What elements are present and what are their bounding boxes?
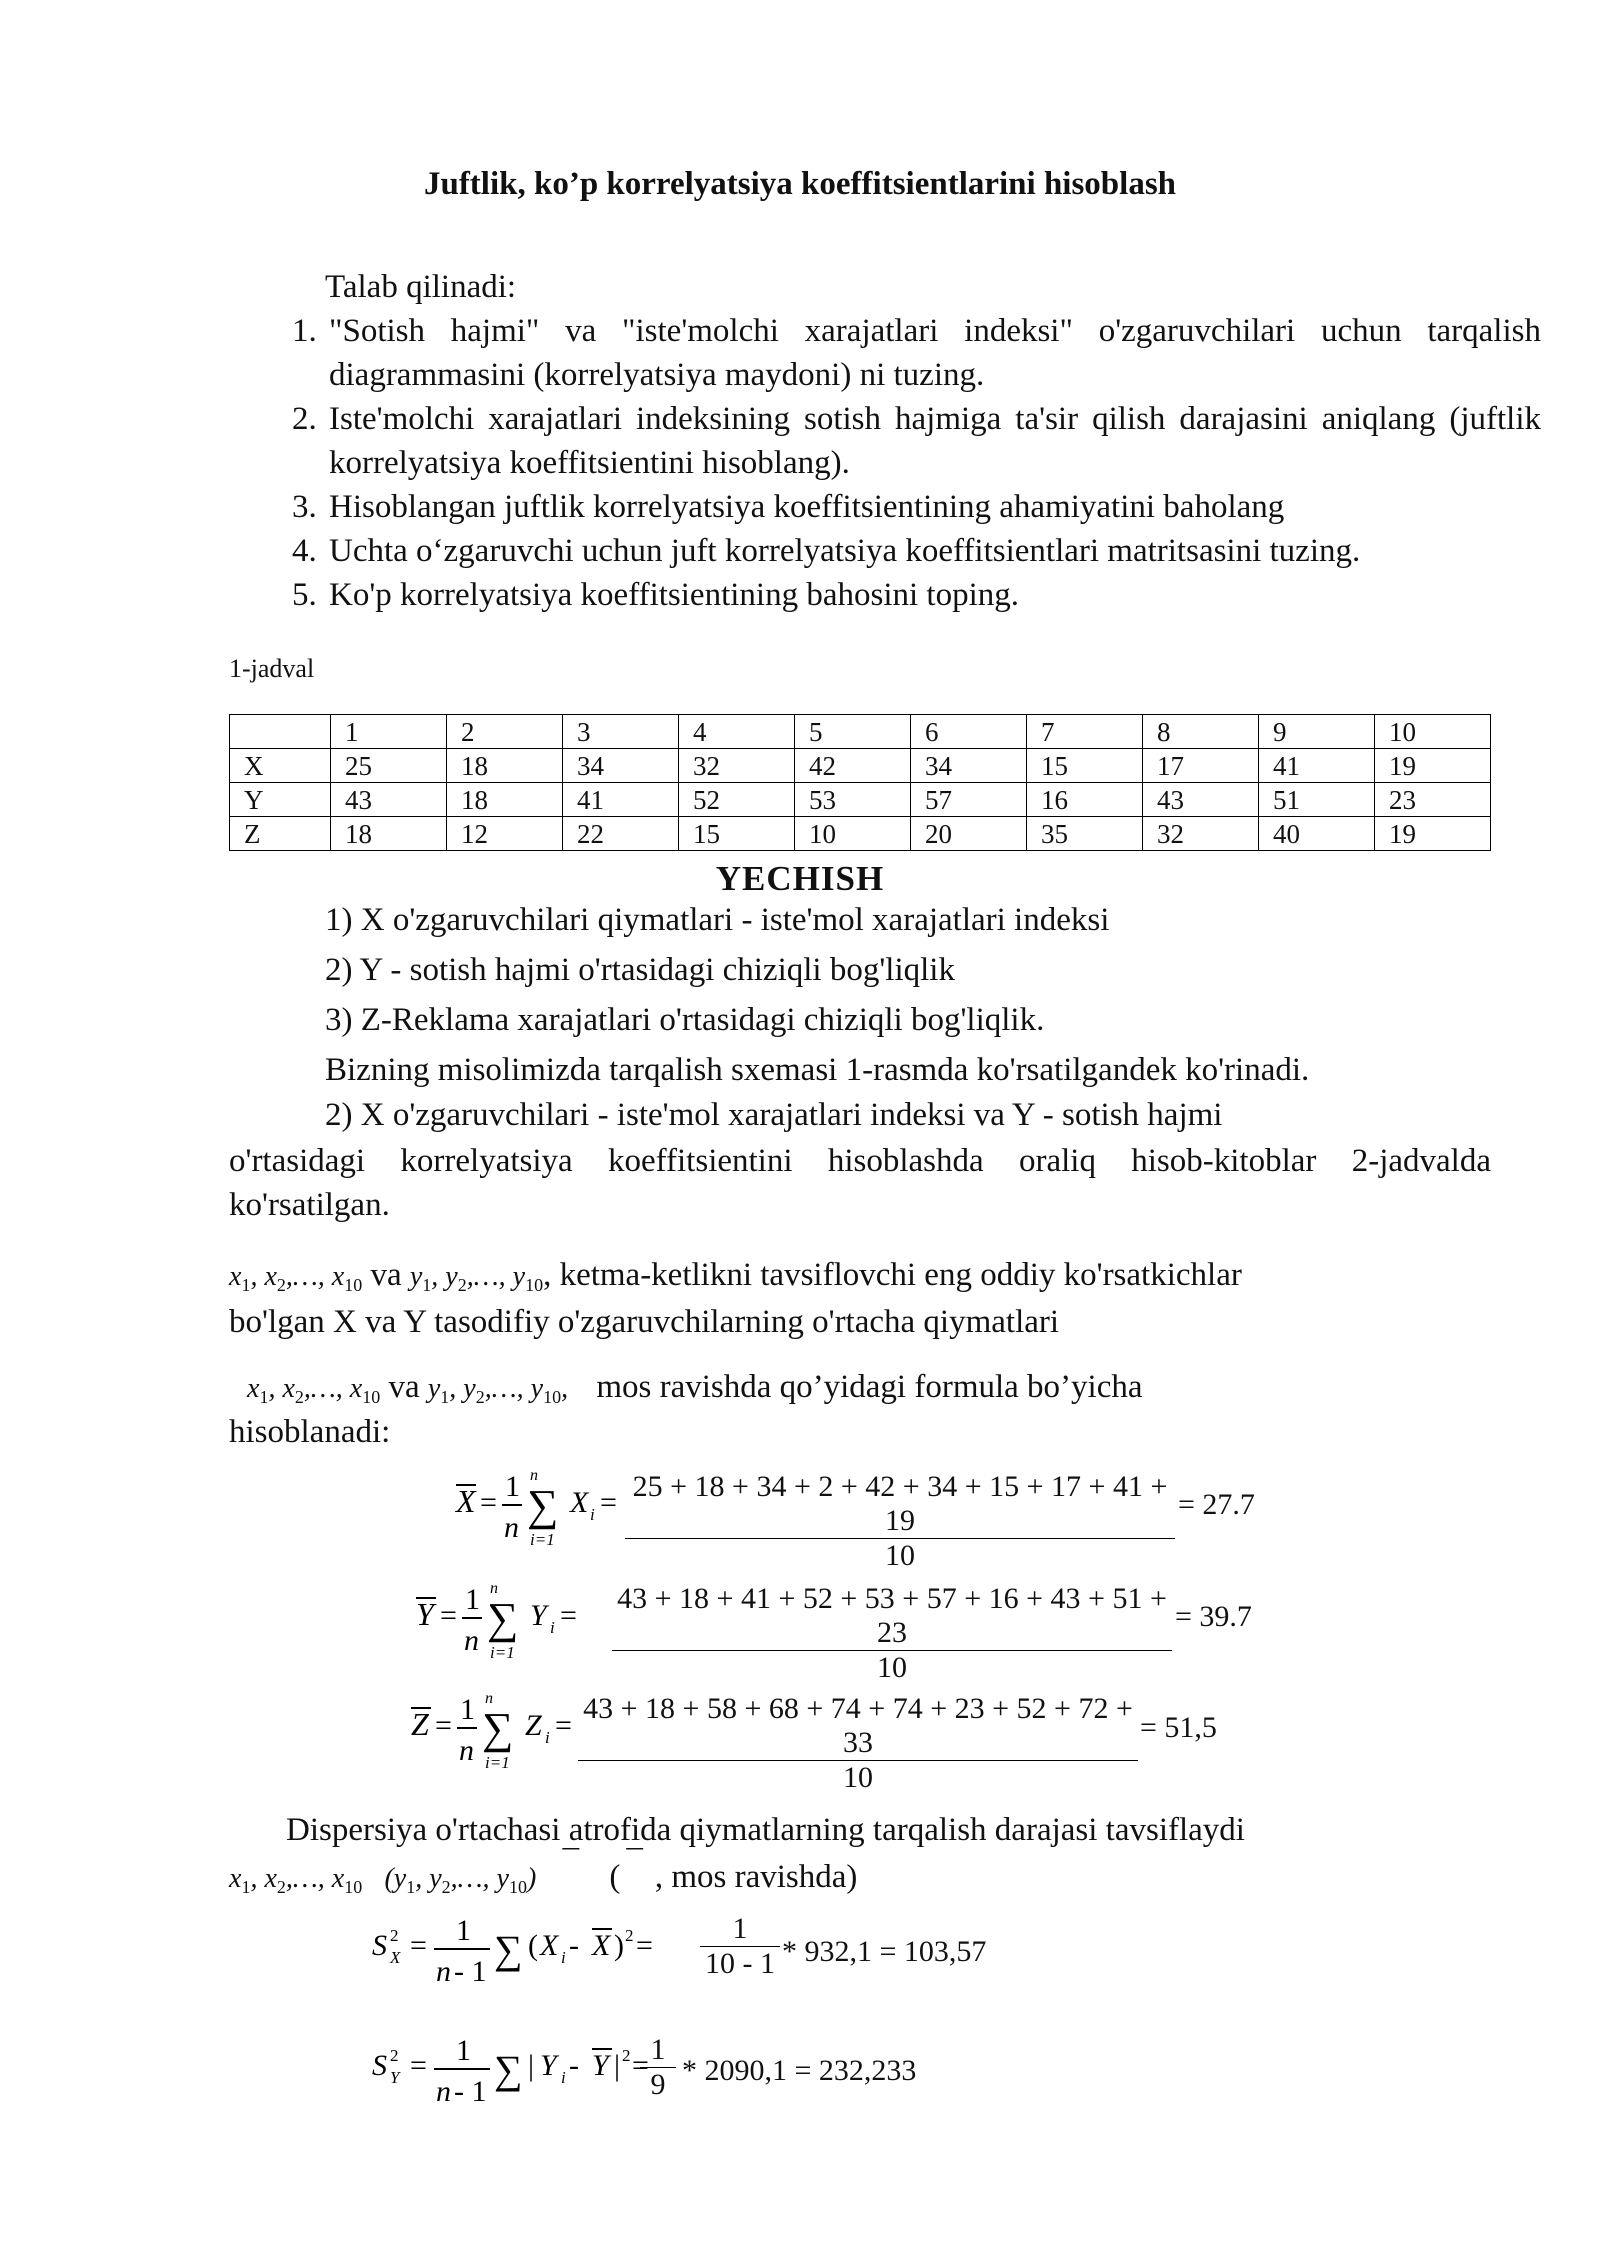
numerator: 1 bbox=[650, 2033, 666, 2066]
solution-point: 2) Y - sotish hajmi o'rtasidagi chiziqli bog'liqlik bbox=[325, 952, 955, 988]
numerator: 1 bbox=[732, 1912, 748, 1945]
svg-text:=: = bbox=[636, 1929, 653, 1962]
svg-text:n: n bbox=[436, 1955, 451, 1988]
requirements-intro: Talab qilinadi: bbox=[325, 269, 517, 305]
variance-x-lhs bbox=[370, 1905, 690, 1995]
solution-point: 3) Z-Reklama xarajatlari o'rtasidagi chiziqli bog'liqlik. bbox=[325, 1002, 1045, 1038]
mean-x-lhs bbox=[450, 1465, 630, 1555]
svg-text:∑: ∑ bbox=[487, 1594, 519, 1643]
table-cell: Z bbox=[230, 817, 331, 851]
svg-text:2: 2 bbox=[622, 2046, 631, 2065]
table-cell: 18 bbox=[447, 749, 563, 783]
svg-text:-: - bbox=[569, 1929, 579, 1962]
paragraph-text: mos ravishda qo’yidagi formula bo’yicha bbox=[596, 1369, 1143, 1405]
svg-text:X: X bbox=[456, 1483, 476, 1519]
table-cell: 52 bbox=[679, 783, 795, 817]
table-cell: 40 bbox=[1259, 817, 1375, 851]
variance-x-result: * 932,1 = 103,57 bbox=[782, 1935, 987, 1968]
svg-text:- 1: - 1 bbox=[454, 1955, 487, 1988]
section-heading: YECHISH bbox=[715, 859, 885, 898]
table-cell: 9 bbox=[1259, 715, 1375, 749]
connector-text: va bbox=[370, 1257, 402, 1293]
table-cell: Y bbox=[230, 783, 331, 817]
paren-mark: ( bbox=[609, 1859, 621, 1895]
svg-text:n: n bbox=[504, 1511, 519, 1544]
table-cell: 12 bbox=[447, 817, 563, 851]
svg-text:2: 2 bbox=[390, 2046, 399, 2065]
table-cell: 10 bbox=[795, 817, 911, 851]
denominator: 10 bbox=[578, 1760, 1138, 1795]
svg-text:∑: ∑ bbox=[527, 1481, 559, 1530]
paragraph-text: , ketma-ketlikni tavsiflovchi eng oddiy ko'rsatkichlar bbox=[543, 1257, 1242, 1293]
page-title: Juftlik, ko’p korrelyatsiya koeffitsientlarini hisoblash bbox=[423, 166, 1177, 202]
table-cell: 5 bbox=[795, 715, 911, 749]
table-cell: 43 bbox=[1143, 783, 1259, 817]
requirements-list bbox=[275, 309, 1541, 617]
mean-y-result: = 39.7 bbox=[1175, 1600, 1252, 1633]
svg-text:∑: ∑ bbox=[494, 1927, 523, 1972]
paragraph-line: bo'lgan X va Y tasodifiy o'zgaruvchilarning o'rtacha qiymatlari bbox=[229, 1304, 1060, 1340]
table-cell: 57 bbox=[911, 783, 1027, 817]
svg-text:=: = bbox=[435, 1709, 452, 1742]
svg-text:∑: ∑ bbox=[482, 1704, 514, 1753]
svg-text:Y: Y bbox=[416, 1596, 434, 1632]
svg-text:i=1: i=1 bbox=[530, 1530, 555, 1549]
svg-text:Y: Y bbox=[530, 1599, 547, 1632]
svg-text:1: 1 bbox=[505, 1470, 520, 1503]
numerator: 43 + 18 + 41 + 52 + 53 + 57 + 16 + 43 + 51 + 23 bbox=[617, 1582, 1167, 1649]
svg-text:Y: Y bbox=[592, 2049, 609, 2082]
svg-text:1: 1 bbox=[456, 2034, 471, 2067]
denominator: 10 bbox=[612, 1650, 1172, 1685]
table-cell bbox=[230, 715, 331, 749]
table-cell: 15 bbox=[679, 817, 795, 851]
svg-text:2: 2 bbox=[625, 1926, 634, 1945]
svg-text:i: i bbox=[561, 2068, 566, 2087]
table-cell: 1 bbox=[331, 715, 447, 749]
svg-text:Z: Z bbox=[411, 1706, 429, 1742]
svg-text:- 1: - 1 bbox=[454, 2075, 487, 2108]
table-row bbox=[230, 749, 1491, 783]
table-cell: 22 bbox=[563, 817, 679, 851]
svg-text:): ) bbox=[614, 1929, 624, 1962]
svg-text:=: = bbox=[560, 1599, 577, 1632]
list-item: 3. Hisoblangan juftlik korrelyatsiya koeffitsientining ahamiyatini baholang bbox=[325, 485, 1541, 529]
table-cell: 17 bbox=[1143, 749, 1259, 783]
x-sequence: $x_1$, $x_2,\dots$, $x_{10}$ bbox=[247, 1373, 381, 1407]
mean-z-lhs bbox=[405, 1688, 585, 1778]
svg-text:-: - bbox=[569, 2049, 579, 2082]
table-row bbox=[230, 783, 1491, 817]
table-cell: 51 bbox=[1259, 783, 1375, 817]
y-sequence: $y_1$, $y_2,\dots$, $y_{10}$ bbox=[409, 1261, 544, 1295]
variance-x-fraction bbox=[700, 1912, 780, 1981]
table-cell: 8 bbox=[1143, 715, 1259, 749]
list-item: 1. "Sotish hajmi" va "iste'molchi xarajatlari indeksi" o'zgaruvchilari uchun tarqalish diagrammasini (korrelyatsiya maydoni) ni tuzing. bbox=[325, 309, 1541, 397]
scatter-note: Bizning misolimizda tarqalish sxemasi 1-rasmda ko'rsatilgandek ko'rinadi. bbox=[325, 1052, 1310, 1088]
table-cell: 18 bbox=[331, 817, 447, 851]
table-cell: X bbox=[230, 749, 331, 783]
paragraph-text: , mos ravishda) bbox=[654, 1859, 858, 1895]
svg-text:i=1: i=1 bbox=[490, 1643, 515, 1662]
svg-text:Y: Y bbox=[540, 2049, 557, 2082]
mean-y-fraction bbox=[612, 1582, 1172, 1685]
svg-text:X: X bbox=[540, 1929, 559, 1962]
svg-text:i: i bbox=[550, 1618, 555, 1637]
table-cell: 42 bbox=[795, 749, 911, 783]
svg-text:n: n bbox=[464, 1624, 479, 1657]
dispersion-line bbox=[229, 1845, 858, 1909]
connector-text: va bbox=[388, 1369, 420, 1405]
table-cell: 20 bbox=[911, 817, 1027, 851]
denominator: 9 bbox=[640, 2067, 676, 2102]
table-cell: 32 bbox=[1143, 817, 1259, 851]
table-cell: 4 bbox=[679, 715, 795, 749]
table-cell: 41 bbox=[1259, 749, 1375, 783]
svg-text:Y: Y bbox=[390, 2068, 400, 2087]
svg-text:S: S bbox=[372, 2049, 387, 2082]
svg-text:2: 2 bbox=[390, 1926, 399, 1945]
paragraph-line: hisoblanadi: bbox=[229, 1414, 391, 1450]
svg-text:Z: Z bbox=[525, 1709, 542, 1742]
svg-text:n: n bbox=[436, 2075, 451, 2108]
table-cell: 23 bbox=[1375, 783, 1491, 817]
table-caption: 1-jadval bbox=[229, 654, 315, 683]
table-cell: 18 bbox=[447, 783, 563, 817]
svg-text:X: X bbox=[592, 1929, 611, 1962]
numerator: 43 + 18 + 58 + 68 + 74 + 74 + 23 + 52 + 72 + 33 bbox=[583, 1692, 1133, 1759]
svg-text:X: X bbox=[390, 1948, 401, 1967]
x-sequence: $x_1$, $x_2,\dots$, $x_{10}$ bbox=[229, 1261, 363, 1295]
mean-z-fraction bbox=[578, 1692, 1138, 1795]
svg-text:=: = bbox=[480, 1486, 497, 1519]
svg-text:n: n bbox=[485, 1690, 493, 1707]
dash-mark: ¯ bbox=[562, 1845, 580, 1881]
svg-text:n: n bbox=[459, 1734, 474, 1767]
sequence-line bbox=[229, 1253, 1242, 1307]
svg-text:=: = bbox=[632, 2049, 649, 2082]
table-cell: 19 bbox=[1375, 749, 1491, 783]
table-row bbox=[230, 817, 1491, 851]
svg-text:S: S bbox=[372, 1929, 387, 1962]
x-sequence: $x_1$, $x_2,\dots$, $x_{10}$ bbox=[229, 1863, 363, 1897]
table-cell: 2 bbox=[447, 715, 563, 749]
solution-point: 1) X o'zgaruvchilari qiymatlari - iste'mol xarajatlari indeksi bbox=[325, 902, 1110, 938]
table-cell: 7 bbox=[1027, 715, 1143, 749]
svg-text:i: i bbox=[545, 1728, 550, 1747]
list-item: 4. Uchta o‘zgaruvchi uchun juft korrelyatsiya koeffitsientlari matritsasini tuzing. bbox=[325, 529, 1541, 573]
dash-mark: ¯ bbox=[626, 1845, 643, 1881]
svg-text:∑: ∑ bbox=[494, 2047, 523, 2092]
table-cell: 43 bbox=[331, 783, 447, 817]
svg-text:=: = bbox=[600, 1486, 617, 1519]
denominator: 10 bbox=[625, 1538, 1175, 1573]
mean-y-lhs bbox=[410, 1578, 590, 1668]
mean-z-result: = 51,5 bbox=[1140, 1711, 1217, 1744]
svg-text:|: | bbox=[528, 2049, 535, 2082]
table-cell: 16 bbox=[1027, 783, 1143, 817]
svg-text:|: | bbox=[614, 2049, 621, 2082]
table-header-row bbox=[230, 715, 1491, 749]
svg-text:1: 1 bbox=[460, 1693, 475, 1726]
table-cell: 3 bbox=[563, 715, 679, 749]
list-item: 5. Ko'p korrelyatsiya koeffitsientining bahosini toping. bbox=[325, 573, 1541, 617]
svg-text:i: i bbox=[590, 1505, 595, 1524]
table-cell: 41 bbox=[563, 783, 679, 817]
table-cell: 25 bbox=[331, 749, 447, 783]
svg-text:(: ( bbox=[528, 1929, 538, 1962]
svg-text:n: n bbox=[530, 1467, 538, 1484]
mean-x-fraction bbox=[625, 1470, 1175, 1573]
table-cell: 53 bbox=[795, 783, 911, 817]
svg-text:=: = bbox=[555, 1709, 572, 1742]
svg-text:i=1: i=1 bbox=[485, 1753, 510, 1772]
svg-text:n: n bbox=[490, 1580, 498, 1597]
y-sequence: ($y_1$, $y_2,\dots$, $y_{10}$) bbox=[384, 1863, 537, 1897]
table-cell: 34 bbox=[563, 749, 679, 783]
svg-text:1: 1 bbox=[465, 1583, 480, 1616]
table-cell: 6 bbox=[911, 715, 1027, 749]
svg-text:=: = bbox=[410, 1929, 427, 1962]
svg-text:X: X bbox=[570, 1486, 589, 1519]
svg-text:i: i bbox=[561, 1948, 566, 1967]
paragraph-line: 2) X o'zgaruvchilari - iste'mol xarajatlari indeksi va Y - sotish hajmi bbox=[325, 1097, 1223, 1133]
y-sequence: $y_1$, $y_2,\dots$, $y_{10}$, bbox=[427, 1373, 569, 1407]
table-cell: 34 bbox=[911, 749, 1027, 783]
variance-y-result: * 2090,1 = 232,233 bbox=[682, 2054, 917, 2087]
svg-text:=: = bbox=[410, 2049, 427, 2082]
denominator: 10 - 1 bbox=[700, 1946, 780, 1981]
svg-text:1: 1 bbox=[456, 1914, 471, 1947]
variance-y-fraction bbox=[640, 2033, 676, 2102]
dispersion-paragraph: Dispersiya o'rtachasi atrofida qiymatlarning tarqalish darajasi tavsiflaydi bbox=[286, 1812, 1245, 1848]
table-cell: 19 bbox=[1375, 817, 1491, 851]
table-cell: 32 bbox=[679, 749, 795, 783]
table-cell: 35 bbox=[1027, 817, 1143, 851]
table-cell: 10 bbox=[1375, 715, 1491, 749]
numerator: 25 + 18 + 34 + 2 + 42 + 34 + 15 + 17 + 41 + 19 bbox=[632, 1470, 1168, 1537]
data-table bbox=[229, 714, 1491, 851]
table-cell: 15 bbox=[1027, 749, 1143, 783]
svg-text:=: = bbox=[440, 1599, 457, 1632]
mean-x-result: = 27.7 bbox=[1178, 1488, 1255, 1521]
paragraph: o'rtasidagi korrelyatsiya koeffitsientini hisoblashda oraliq hisob-kitoblar 2-jadvalda ko'rsatilgan. bbox=[229, 1143, 1491, 1223]
list-item: 2. Iste'molchi xarajatlari indeksining sotish hajmiga ta'sir qilish darajasini aniqlang (juftlik korrelyatsiya koeffitsientini hisoblang). bbox=[325, 397, 1541, 485]
